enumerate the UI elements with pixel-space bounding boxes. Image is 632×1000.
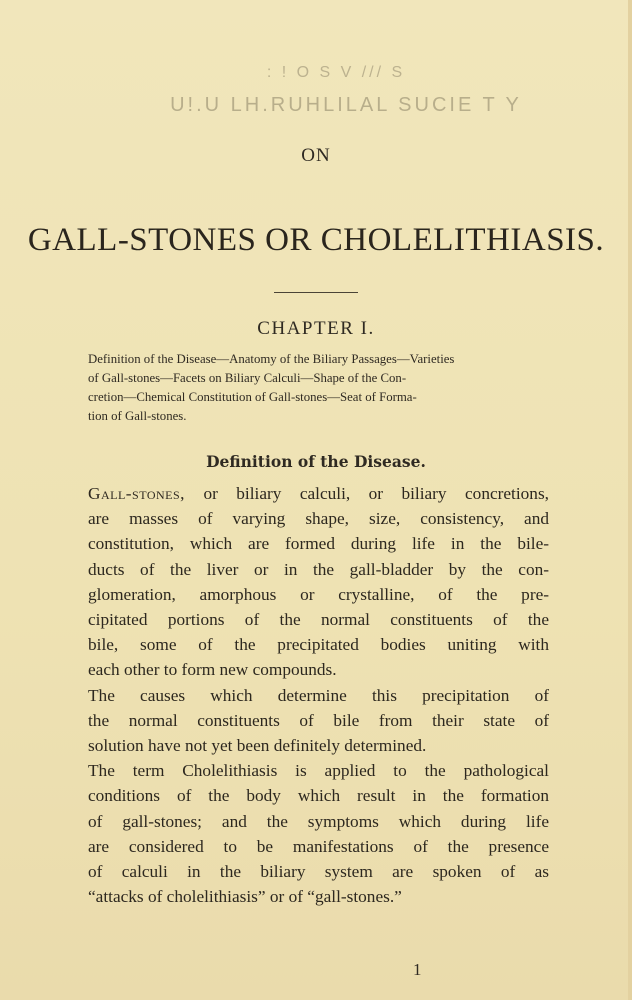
body-line: ducts of the liver or in the gall-bladder by the con- bbox=[88, 559, 549, 579]
body-line: solution have not yet been definitely determined. bbox=[88, 736, 427, 756]
book-title: GALL-STONES OR CHOLELITHIASIS. bbox=[27, 222, 605, 258]
body-line: bile, some of the precipitated bodies uniting with bbox=[88, 635, 549, 655]
synopsis-line: Definition of the Disease—Anatomy of the Biliary Passages—Varieties bbox=[88, 352, 455, 366]
synopsis-line: of Gall-stones—Facets on Biliary Calculi—Shape of the Con- bbox=[88, 371, 407, 385]
body-line: of gall-stones; and the symptoms which during life bbox=[88, 811, 549, 831]
body-line: of calculi in the biliary system are spoken of as bbox=[88, 862, 549, 882]
body-line: the normal constituents of bile from their state of bbox=[88, 710, 549, 730]
body-line bbox=[88, 481, 549, 506]
title-preposition: ON bbox=[301, 145, 331, 166]
body-line: conditions of the body which result in the formation bbox=[88, 786, 549, 806]
body-line: cipitated portions of the normal constituents of the bbox=[88, 610, 549, 630]
body-text bbox=[88, 481, 549, 909]
title-rule-divider bbox=[274, 292, 358, 293]
body-line: The causes which determine this precipitation of bbox=[88, 685, 549, 705]
synopsis-line: tion of Gall-stones. bbox=[88, 409, 187, 423]
bleed-through-text-line-1: : ! O S V /// S bbox=[266, 64, 406, 81]
body-line: each other to form new compounds. bbox=[88, 660, 337, 680]
body-line: are masses of varying shape, size, consistency, and bbox=[88, 509, 549, 529]
synopsis-line: cretion—Chemical Constitution of Gall-stones—Seat of Forma- bbox=[88, 390, 417, 404]
body-line: glomeration, amorphous or crystalline, of the pre- bbox=[88, 584, 549, 604]
opening-word: Gall-stones, bbox=[88, 484, 186, 503]
section-heading: Definition of the Disease. bbox=[206, 452, 426, 471]
body-line: constitution, which are formed during life in the bile- bbox=[88, 534, 549, 554]
chapter-heading: CHAPTER I. bbox=[257, 318, 375, 339]
page-number: 1 bbox=[413, 960, 422, 979]
chapter-synopsis bbox=[88, 350, 550, 426]
body-line: are considered to be manifestations of the presence bbox=[88, 836, 549, 856]
bleed-through-text-line-2: U!.U LH.RUHLILAL SUCIE T Y bbox=[170, 94, 522, 116]
body-line-text: or biliary calculi, or biliary concretions, bbox=[185, 484, 549, 503]
body-line: “attacks of cholelithiasis” or of “gall-stones.” bbox=[88, 887, 402, 907]
body-line: The term Cholelithiasis is applied to the pathological bbox=[88, 761, 549, 781]
